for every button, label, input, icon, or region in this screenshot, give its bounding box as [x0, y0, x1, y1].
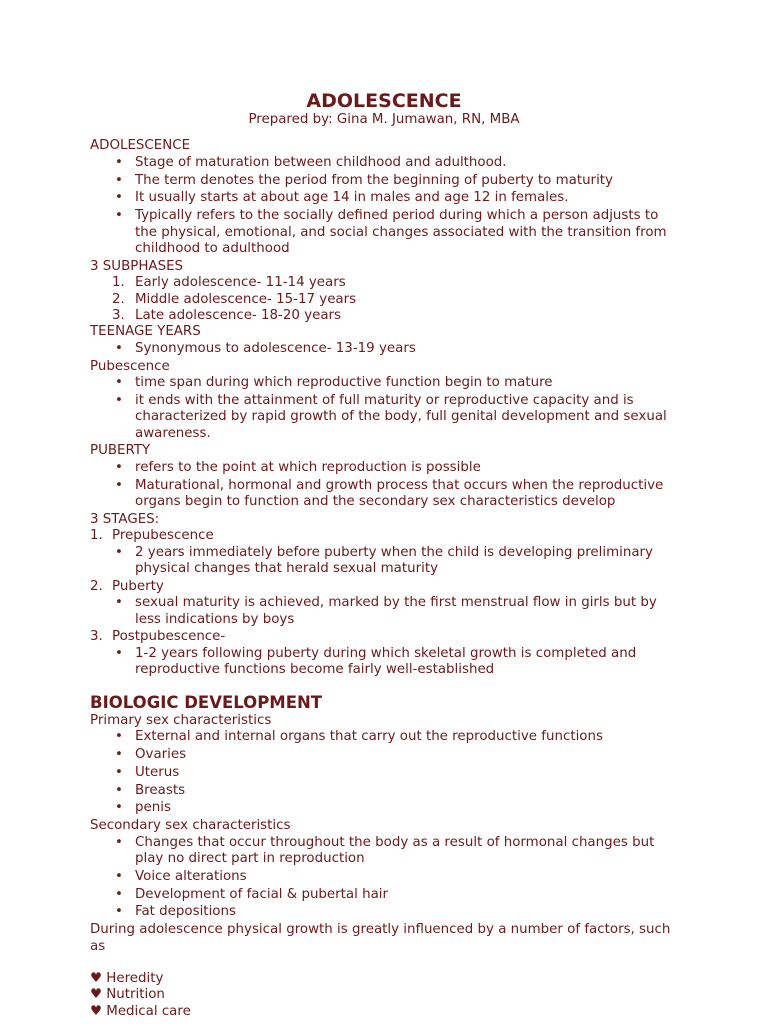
- primary-list: [90, 729, 678, 817]
- subphases-list: [90, 275, 678, 324]
- spacer: [90, 955, 678, 971]
- list-number: 2.: [112, 291, 125, 307]
- stage-block: [90, 579, 678, 628]
- list-item: • Breasts: [90, 783, 678, 799]
- stage-block: [90, 629, 678, 678]
- stage-list: [90, 595, 678, 628]
- stage-name: Puberty: [112, 578, 164, 594]
- list-item: • Stage of maturation between childhood and adulthood.: [90, 155, 678, 171]
- section-heading-biologic: BIOLOGIC DEVELOPMENT: [90, 692, 323, 712]
- list-item: • penis: [90, 800, 678, 816]
- list-item: • Changes that occur throughout the body as a result of hormonal changes but play no direct part in reproduction: [90, 835, 678, 868]
- list-item: • 1-2 years following puberty during which skeletal growth is completed and reproductive functions become fairly well-established: [90, 646, 678, 679]
- list-item: [90, 275, 678, 291]
- section-label-stages: 3 STAGES:: [90, 511, 160, 527]
- growth-paragraph: During adolescence physical growth is greatly influenced by a number of factors, such as: [90, 922, 671, 954]
- pubescence-list: [90, 375, 678, 442]
- list-item: • The term denotes the period from the beginning of puberty to maturity: [90, 173, 678, 189]
- list-item: • Voice alterations: [90, 869, 678, 885]
- list-item: • External and internal organs that carry out the reproductive functions: [90, 729, 678, 745]
- list-item: • sexual maturity is achieved, marked by the first menstrual flow in girls but by less indications by boys: [90, 595, 678, 628]
- list-item: • It usually starts at about age 14 in males and age 12 in females.: [90, 190, 678, 206]
- list-item: • 2 years immediately before puberty when the child is developing preliminary physical changes that herald sexual maturity: [90, 545, 678, 578]
- stage-number: 1.: [90, 528, 103, 544]
- list-number: 1.: [112, 275, 125, 291]
- section-label-subphases: 3 SUBPHASES: [90, 258, 184, 274]
- list-number: 3.: [112, 308, 125, 324]
- secondary-list: [90, 835, 678, 921]
- stage-block: [90, 528, 678, 577]
- list-item-text: Early adolescence- 11-14 years: [135, 275, 346, 291]
- stage-label: [90, 528, 678, 544]
- section-label-primary: Primary sex characteristics: [90, 712, 272, 728]
- list-item: • time span during which reproductive function begin to mature: [90, 375, 678, 391]
- section-label-pubescence: Pubescence: [90, 358, 170, 374]
- list-item-text: Late adolescence- 18-20 years: [135, 308, 342, 324]
- stage-list: [90, 646, 678, 679]
- section-label-teenage: TEENAGE YEARS: [90, 324, 201, 340]
- list-item: • Ovaries: [90, 747, 678, 763]
- stage-label: [90, 629, 678, 645]
- document-title: ADOLESCENCE: [306, 90, 462, 112]
- stage-number: 2.: [90, 578, 103, 594]
- teenage-list: [90, 341, 678, 357]
- stage-list: [90, 545, 678, 578]
- adolescence-list: [90, 155, 678, 258]
- list-item: [90, 308, 678, 324]
- factor-item: ♥ Heredity: [90, 970, 164, 986]
- list-item: • Synonymous to adolescence- 13-19 years: [90, 341, 678, 357]
- stage-label: [90, 579, 678, 595]
- stage-name: Postpubescence-: [112, 629, 226, 645]
- list-item: • Maturational, hormonal and growth process that occurs when the reproductive organs begin to function and the secondary sex characteristics develop: [90, 478, 678, 511]
- section-label-adolescence: ADOLESCENCE: [90, 138, 191, 154]
- factor-item: ♥ Nutrition: [90, 987, 165, 1003]
- list-item: • Uterus: [90, 765, 678, 781]
- list-item: • Fat depositions: [90, 904, 678, 920]
- stage-name: Prepubescence: [112, 528, 214, 544]
- list-item: • it ends with the attainment of full maturity or reproductive capacity and is characterized by rapid growth of the body, full genital development and sexual awareness.: [90, 393, 678, 442]
- document-author: Prepared by: Gina M. Jumawan, RN, MBA: [248, 112, 520, 127]
- stage-number: 3.: [90, 629, 103, 645]
- list-item-text: Middle adolescence- 15-17 years: [135, 291, 357, 307]
- list-item: • Development of facial & pubertal hair: [90, 887, 678, 903]
- factor-item: ♥ Medical care: [90, 1003, 191, 1019]
- puberty-list: [90, 460, 678, 511]
- section-label-puberty: PUBERTY: [90, 443, 151, 459]
- list-item: [90, 292, 678, 308]
- list-item: • refers to the point at which reproduction is possible: [90, 460, 678, 476]
- list-item: • Typically refers to the socially defined period during which a person adjusts to the physical, emotional, and social changes associated with the transition from childhood to adulthood: [90, 208, 678, 257]
- section-label-secondary: Secondary sex characteristics: [90, 818, 291, 834]
